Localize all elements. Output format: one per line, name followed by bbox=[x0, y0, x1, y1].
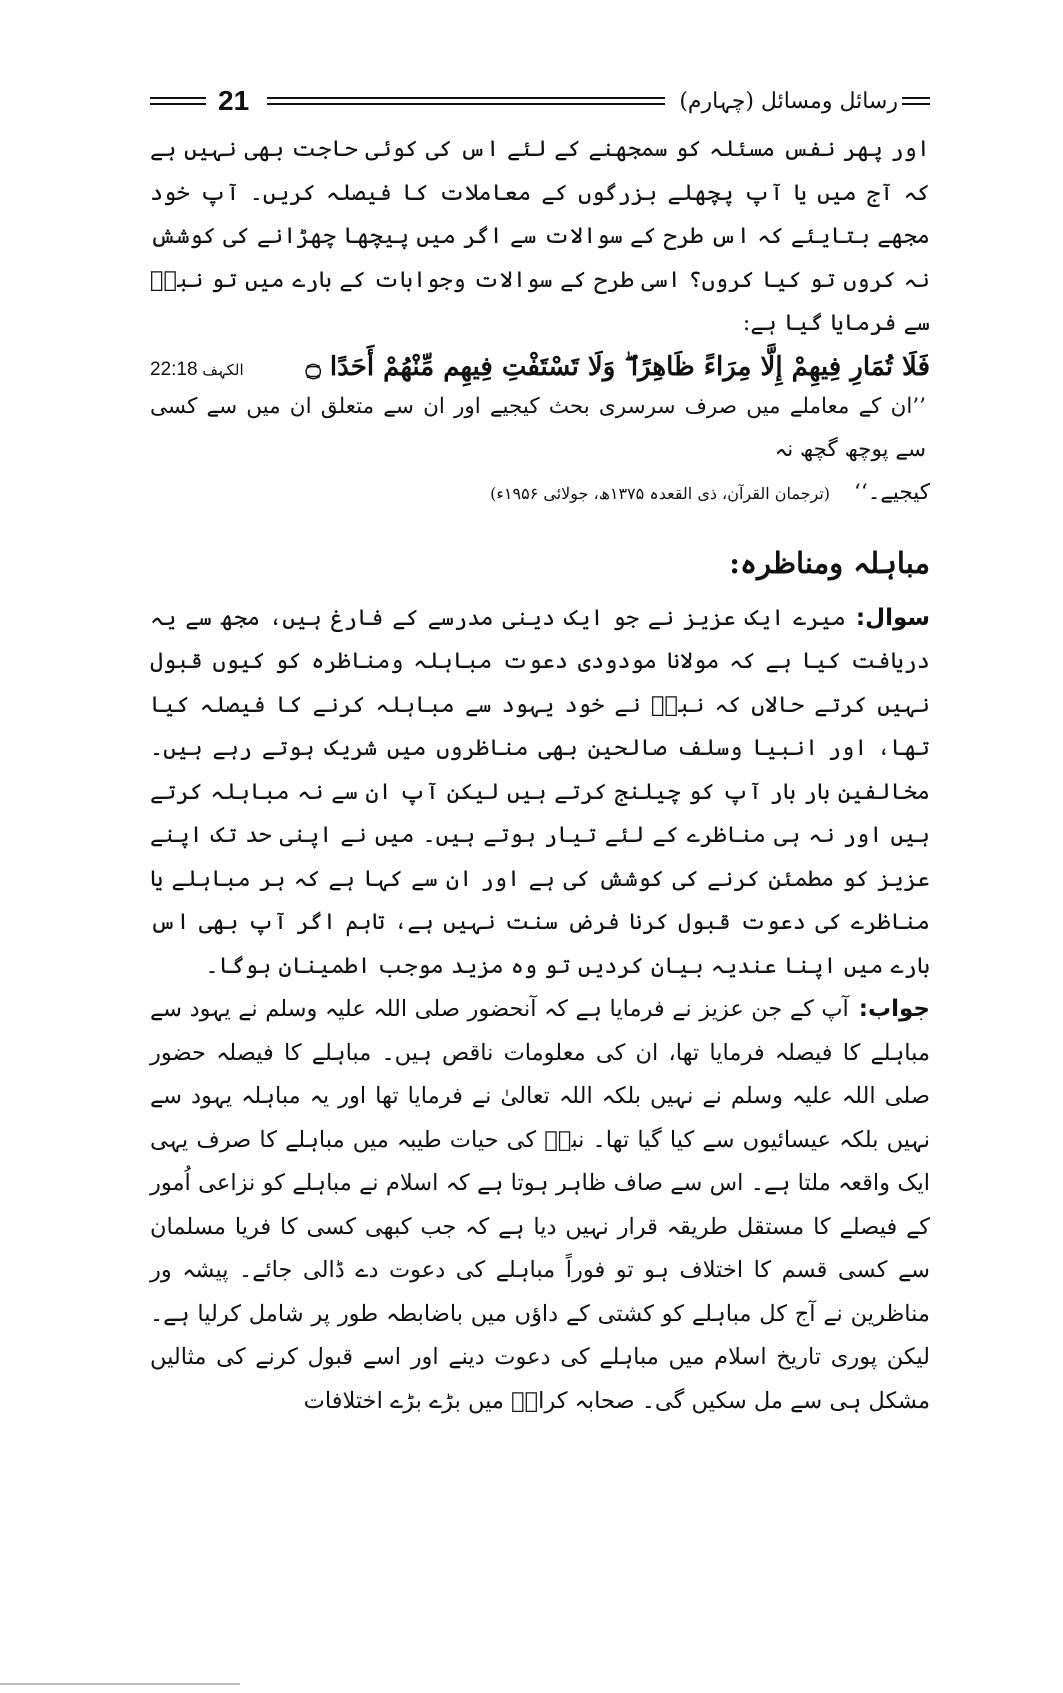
verse-reference bbox=[150, 359, 244, 381]
answer-paragraph bbox=[150, 988, 930, 1423]
page-number: 21 bbox=[218, 85, 250, 116]
verse-surah: الکہف bbox=[202, 360, 244, 379]
header-rule-lead bbox=[902, 97, 930, 105]
translation-last-line: کیجیے۔‘‘ bbox=[854, 479, 930, 505]
page-header bbox=[150, 78, 930, 124]
header-rule-short bbox=[150, 97, 206, 105]
question-label: سوال: bbox=[855, 604, 930, 631]
quran-verse bbox=[150, 352, 930, 383]
question-text: میرے ایک عزیز نے جو ایک دینی مدرسے کے فارغ ہیں، مجھ سے یہ دریافت کیا ہے کہ مولانا مودودی دعوت مباہلہ ومناظرہ کو کیوں قبول نہیں کرتے حالاں کہ نبیؐ نے خود یہود سے مباہلہ کرنے کا فیصلہ کیا تھا، اور انبیا وسلف صالحین بھی مناظروں میں شریک ہوتے رہے ہیں۔ مخالفین بار بار آپ کو چیلنج کرتے ہیں لیکن آپ ان سے نہ مباہلہ کرتے ہیں اور نہ ہی مناظرے کے لئے تیار ہوتے ہیں۔ میں نے اپنی حد تک اپنے عزیز کو مطمئن کرنے کی کوشش کی ہے اور ان سے کہا ہے کہ ہر مباہلے یا مناظرے کی دعوت قبول کرنا فرض سنت نہیں ہے، تاہم اگر آپ بھی اس بارے میں اپنا عندیہ بیان کردیں تو وہ مزید موجب اطمینان ہوگا۔ bbox=[150, 604, 930, 979]
section-heading: مباہلہ ومناظرہ: bbox=[729, 545, 930, 580]
question-paragraph bbox=[150, 597, 930, 989]
intro-paragraph: اور پھر نفس مسئلہ کو سمجھنے کے لئے اس کی کوئی حاجت بھی نہیں ہے کہ آج میں یا آپ پچھلے بزرگوں کے معاملات کا فیصلہ کریں۔ آپ خود مجھے بتایئے کہ اس طرح کے سوالات سے اگر میں پیچھا چھڑانے کی کوشش نہ کروں تو کیا کروں؟ اسی طرح کے سوالات وجوابات کے بارے میں تو نبیؐ سے فرمایا گیا ہے: bbox=[150, 136, 930, 336]
source-citation: (ترجمان القرآن، ذی القعدہ ۱۳۷۵ھ، جولائی ۱۹۵۶ء) bbox=[490, 483, 831, 503]
verse-number: 22:18 bbox=[150, 358, 198, 380]
answer-label: جواب: bbox=[858, 996, 930, 1022]
translation-end bbox=[150, 471, 930, 515]
verse-text: فَلَا تُمَارِ فِيهِمْ إِلَّا مِرَاءً ظَاهِرًا ۖ وَلَا تَسْتَفْتِ فِيهِم مِّنْهُمْ أَحَدًا ۝ bbox=[305, 351, 930, 382]
verse-translation: ’’ان کے معاملے میں صرف سرسری بحث کیجیے اور ان سے متعلق ان میں سے کسی سے پوچھ گچھ نہ bbox=[150, 393, 926, 462]
book-page bbox=[150, 78, 930, 1423]
running-title: رسائل ومسائل (چہارم) bbox=[679, 88, 898, 114]
header-rule-long bbox=[267, 97, 665, 105]
scan-edge-line bbox=[0, 1683, 240, 1685]
answer-text: آپ کے جن عزیز نے فرمایا ہے کہ آنحضور صلی اللہ علیہ وسلم نے یہود سے مباہلے کا فیصلہ فرمایا تھا، ان کی معلومات ناقص ہیں۔ مباہلے کا فیصلہ حضور صلی اللہ علیہ وسلم نے نہیں بلکہ اللہ تعالیٰ نے فرمایا تھا اور یہ مباہلہ یہود سے نہیں بلکہ عیسائیوں سے کیا گیا تھا۔ نبیؐ کی حیات طیبہ میں مباہلے کا صرف یہی ایک واقعہ ملتا ہے۔ اس سے صاف ظاہر ہوتا ہے کہ اسلام نے مباہلے کو نزاعی اُمور کے فیصلے کا مستقل طریقہ قرار نہیں دیا ہے کہ جب کبھی کسی کا فریا مسلمان سے کسی قسم کا اختلاف ہو تو فوراً مباہلے کی دعوت دے ڈالی جائے۔ پیشہ ور مناظرین نے آج کل مباہلے کو کشتی کے داؤں میں باضابطہ طور پر شامل کرلیا ہے۔ لیکن پوری تاریخ اسلام میں مباہلے کی دعوت دینے اور اسے قبول کرنے کی مثالیں مشکل ہی سے مل سکیں گی۔ صحابہ کرامؓ میں بڑے بڑے اختلافات bbox=[150, 996, 930, 1414]
